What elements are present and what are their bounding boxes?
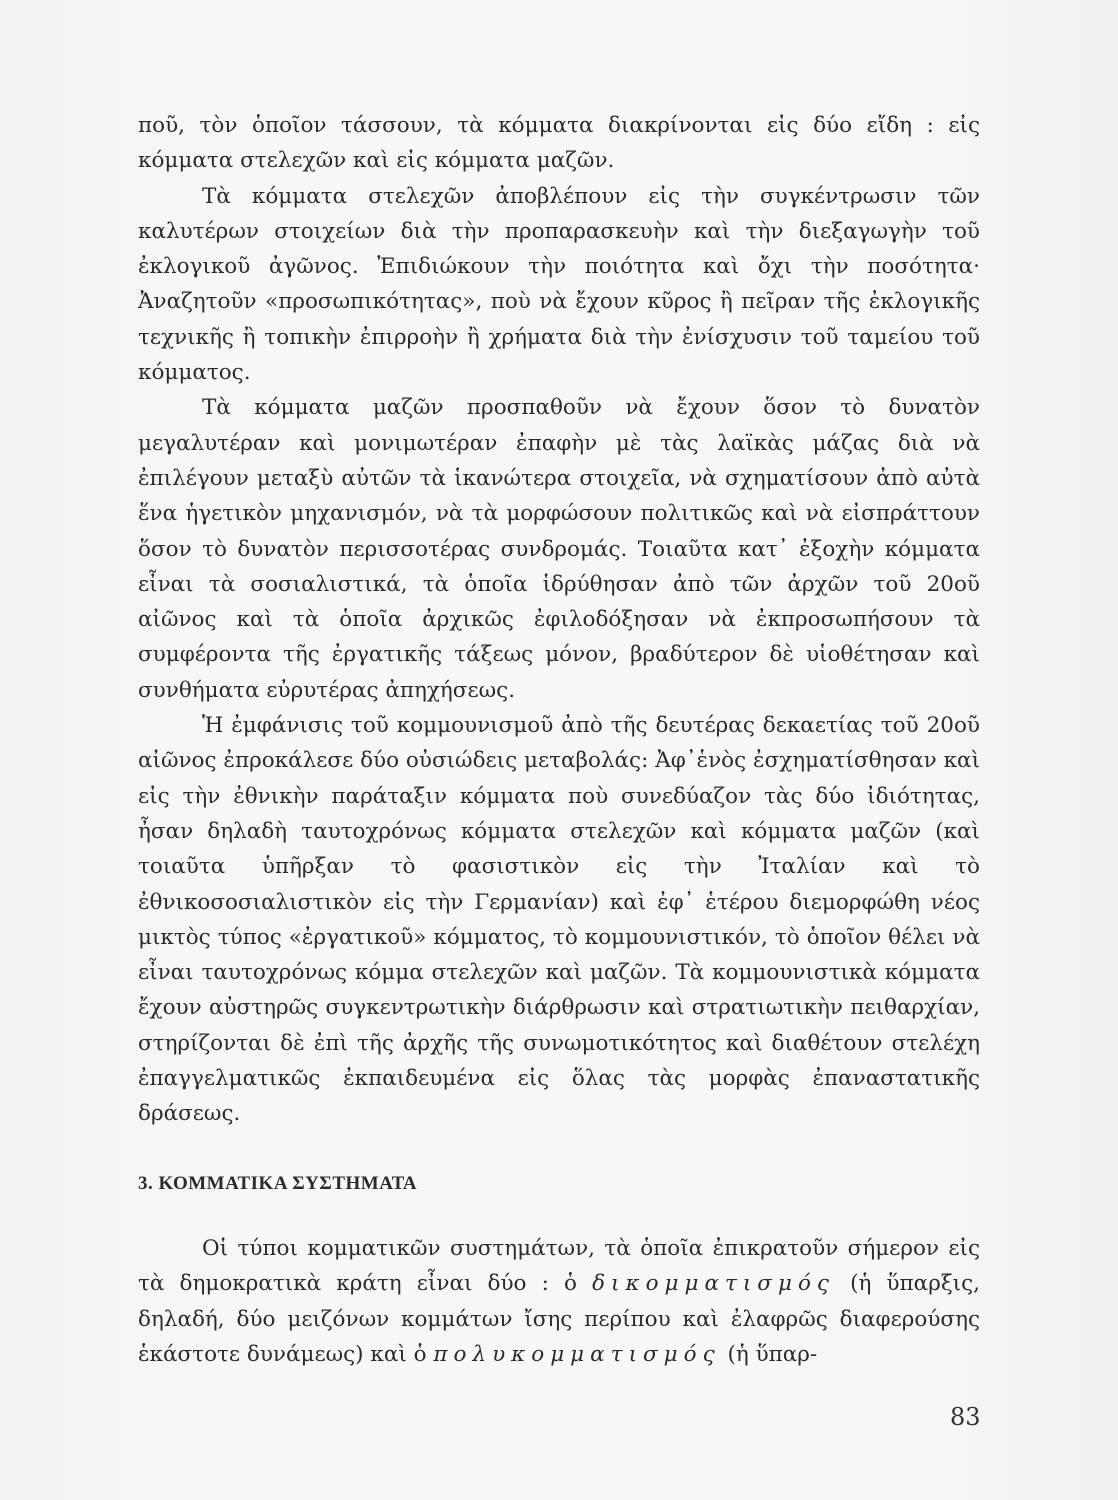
section-heading: 3. ΚΟΜΜΑΤΙΚΑ ΣΥΣΤΗΜΑΤΑ [138, 1172, 418, 1194]
paragraph-3: Τὰ κόμματα μαζῶν προσπαθοῦν νὰ ἔχουν ὅσον τὸ δυνατὸν μεγαλυτέραν καὶ μονιμωτέραν ἐπαφὴν μὲ τὰς λαϊκὰς μάζας διὰ νὰ ἐπιλέγουν μεταξὺ αὐτῶν τὰ ἱκανώτερα στοιχεῖα, νὰ σχηματίσουν ἀπὸ αὐτὰ ἕνα ἡγετικὸν μηχανισμόν, νὰ τὰ μορφώσουν πολιτικῶς καὶ νὰ εἰσπράττουν ὅσον τὸ δυνατὸν περισσοτέρας συνδρομάς. Τοιαῦτα κατ᾿ ἐξοχὴν κόμματα εἶναι τὰ σοσιαλιστικά, τὰ ὁποῖα ἱδρύθησαν ἀπὸ τῶν ἀρχῶν τοῦ 20οῦ αἰῶνος καὶ τὰ ὁποῖα ἀρχικῶς ἐφιλοδόξησαν νὰ ἐκπροσωπήσουν τὰ συμφέροντα τῆς ἐργατικῆς τάξεως μόνον, βραδύτερον δὲ υἱοθέτησαν καὶ συνθήματα εὐρυτέρας ἀπηχήσεως. [138, 395, 980, 703]
term-polykommatismos: πολυκομματισμός [433, 1341, 721, 1367]
paragraph-5-part-1: Οἱ τύποι κομματικῶν συστημάτων, τὰ ὁποῖα ἐπικρατοῦν σήμερον εἰς τὰ δημοκρατικὰ κράτη εἶναι δύο : ὁ [138, 1235, 980, 1297]
paragraph-5 [138, 1231, 980, 1372]
page-number: 83 [950, 1403, 981, 1431]
paragraph-1: ποῦ, τὸν ὁποῖον τάσσουν, τὰ κόμματα διακρίνονται εἰς δύο εἴδη : εἰς κόμματα στελεχῶν καὶ εἰς κόμματα μαζῶν. [138, 113, 980, 174]
paragraph-4: Ἡ ἐμφάνισις τοῦ κομμουνισμοῦ ἀπὸ τῆς δευτέρας δεκαετίας τοῦ 20οῦ αἰῶνος ἐπροκάλεσε δύο οὐσιώδεις μεταβολάς: Ἀφ᾿ἑνὸς ἐσχηματίσθησαν καὶ εἰς τὴν ἐθνικὴν παράταξιν κόμματα ποὺ συνεδύαζον τὰς δύο ἰδιότητας, ἦσαν δηλαδὴ ταυτοχρόνως κόμματα στελεχῶν καὶ κόμματα μαζῶν (καὶ τοιαῦτα ὑπῆρξαν τὸ φασιστικὸν εἰς τὴν Ἰταλίαν καὶ τὸ ἐθνικοσοσιαλιστικὸν εἰς τὴν Γερμανίαν) καὶ ἐφ᾿ ἑτέρου διεμορφώθη νέος μικτὸς τύπος «ἐργατικοῦ» κόμματος, τὸ κομμουνιστικόν, τὸ ὁποῖον θέλει νὰ εἶναι ταυτοχρόνως κόμμα στελεχῶν καὶ μαζῶν. Τὰ κομμουνιστικὰ κόμματα ἔχουν αὐστηρῶς συγκεντρωτικὴν διάρθρωσιν καὶ στρατιωτικὴν πειθαρχίαν, στηρίζονται δὲ ἐπὶ τῆς ἀρχῆς τῆς συνωμοτικότητος καὶ διαθέτουν στελέχη ἐπαγγελματικῶς ἐκπαιδευμένα εἰς ὅλας τὰς μορφὰς ἐπαναστατικῆς δράσεως. [138, 713, 980, 1127]
term-dikommatismos: δικομματισμός [592, 1271, 835, 1297]
paragraph-5-part-2: (ἡ ὕπαρξις, δηλαδή, δύο μειζόνων κομμάτων ἴσης περίπου καὶ ἐλαφρῶς διαφερούσης ἑκάστοτε δυνάμεως) καὶ ὁ [138, 1271, 980, 1367]
paragraph-5-part-3: (ἡ ὕπαρ- [720, 1341, 818, 1367]
paragraph-2: Τὰ κόμματα στελεχῶν ἀποβλέπουν εἰς τὴν συγκέντρωσιν τῶν καλυτέρων στοιχείων διὰ τὴν προπαρασκευὴν καὶ τὴν διεξαγωγὴν τοῦ ἐκλογικοῦ ἀγῶνος. Ἐπιδιώκουν τὴν ποιότητα καὶ ὄχι τὴν ποσότητα· Ἀναζητοῦν «προσωπικότητας», ποὺ νὰ ἔχουν κῦρος ἢ πεῖραν τῆς ἐκλογικῆς τεχνικῆς ἢ τοπικὴν ἐπιρροὴν ἢ χρήματα διὰ τὴν ἐνίσχυσιν τοῦ ταμείου τοῦ κόμματος. [138, 183, 980, 386]
body-text [138, 108, 980, 1372]
